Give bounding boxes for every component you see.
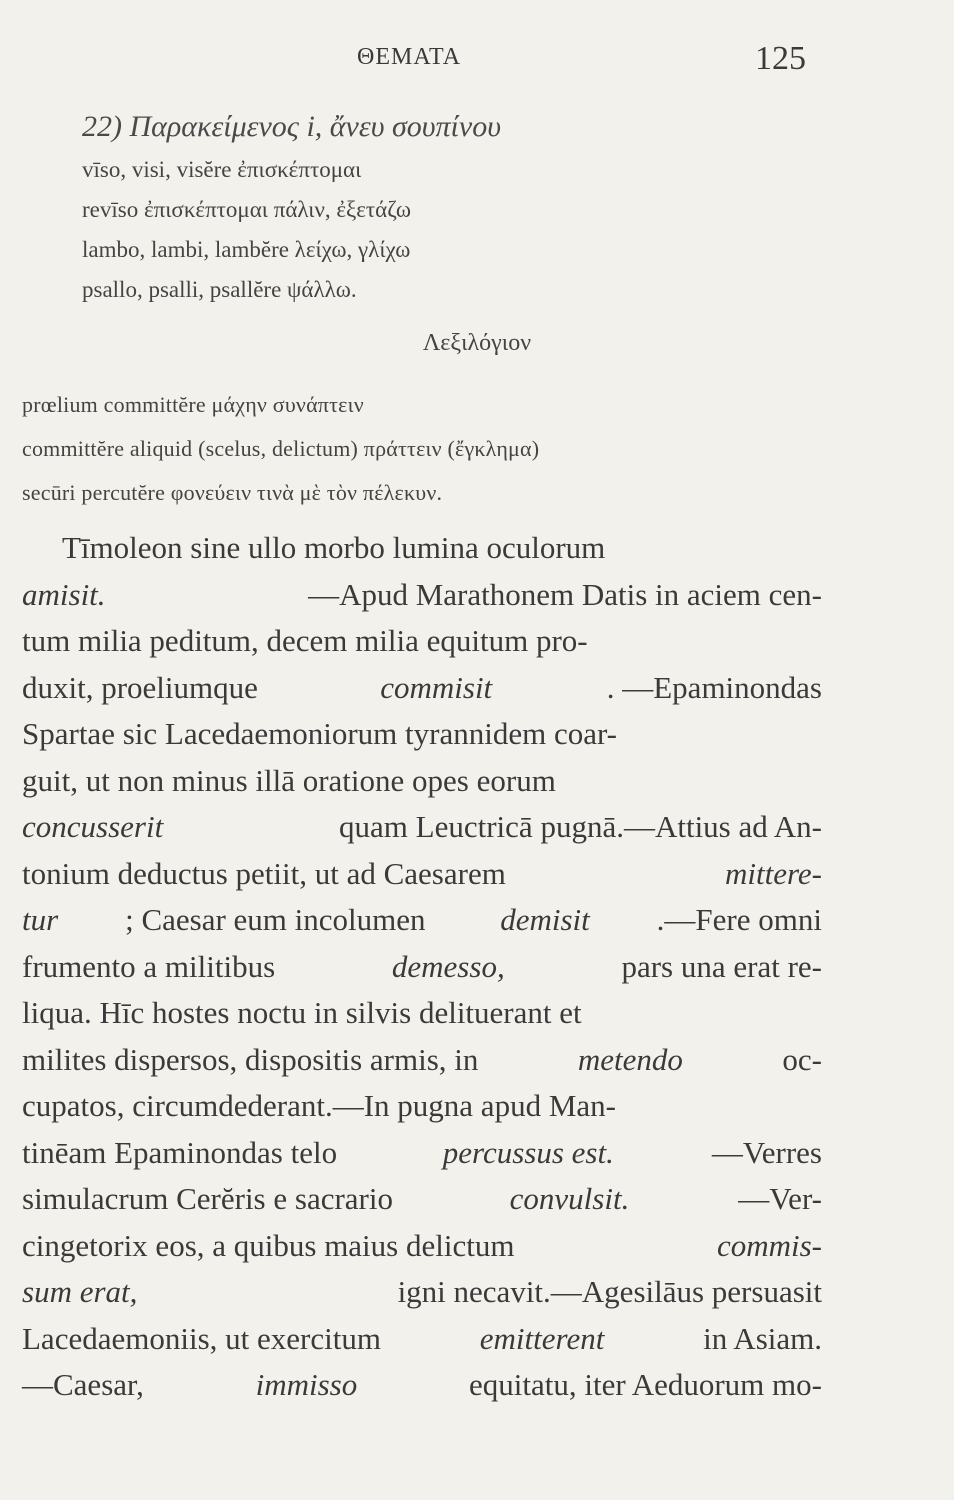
text-fragment: cupatos, circumdederant.—In pugna apud Man- [22,1088,616,1123]
text-line [22,897,822,944]
text-fragment: immisso [255,1367,358,1402]
text-fragment: tonium deductus petiit, ut ad Caesarem [22,855,514,891]
text-line [22,1362,822,1409]
running-title: ΘΕΜΑΤΑ [357,44,462,70]
vocab-line: vīso, visi, visĕre ἐπισκέπτομαι [82,157,362,182]
lexicon-line: committĕre aliquid (scelus, delictum) πράττειν (ἔγκλημα) [22,436,540,461]
text-line [22,1083,822,1130]
text-fragment: concusserit [22,809,164,844]
text-fragment: commisit [380,669,493,705]
text-fragment: —Caesar, [22,1367,152,1402]
vocab-line: revīso ἐπισκέπτομαι πάλιν, ἐξετάζω [82,197,412,222]
text-fragment: pars una erat re- [613,948,822,984]
text-fragment: .—Fere omni [656,902,822,937]
text-fragment: quam Leuctricā pugnā.—Attius ad An- [331,809,822,844]
page-number: 125 [755,40,806,77]
text-fragment: guit, ut non minus illā oratione opes eorum [22,762,556,798]
text-fragment: demesso, [391,948,505,984]
text-line [22,851,822,898]
text-fragment: emitterent [479,1320,605,1356]
text-line [22,1223,822,1270]
text-line [22,1176,822,1223]
text-fragment: commis- [716,1227,822,1263]
text-line [22,804,822,851]
lexicon-line: prœlium committĕre μάχην συνάπτειν [22,392,364,417]
text-fragment: equitatu, iter Aeduorum mo- [461,1367,822,1402]
text-line [22,665,822,712]
text-line [22,1316,822,1363]
text-fragment: tur [22,902,59,937]
text-fragment: . —Epaminondas [606,669,822,705]
page-header [0,40,954,80]
text-fragment: oc- [774,1041,822,1077]
text-line [22,1269,822,1316]
text-line [22,525,822,572]
lexicon-list [22,383,842,515]
text-fragment: demisit [500,902,590,937]
text-line [22,618,822,665]
text-line [22,1037,822,1084]
text-fragment: liqua. Hīc hostes noctu in silvis delituerant et [22,995,582,1030]
text-fragment: ; Caesar eum incolumen [125,902,434,937]
text-fragment: milites dispersos, dispositis armis, in [22,1041,487,1077]
text-fragment: —Verres [711,1134,822,1170]
lexicon-line: secūri percutĕre φονεύειν τινὰ μὲ τὸν πέλεκυν. [22,480,443,505]
text-fragment: Tīmoleon sine ullo morbo lumina oculorum [62,530,606,565]
vocab-line: lambo, lambi, lambĕre λείχω, γλίχω [82,237,411,262]
text-fragment: percussus est. [442,1134,614,1170]
text-fragment: cingetorix eos, a quibus maius delictum [22,1227,523,1263]
text-fragment: sum erat, [22,1274,138,1309]
exercise-text [22,525,822,1409]
text-fragment: in Asiam. [695,1320,822,1356]
text-fragment: —Ver- [738,1181,822,1216]
text-line [22,758,822,805]
text-fragment: Spartae sic Lacedaemoniorum tyrannidem coar- [22,716,618,751]
text-line [22,990,822,1037]
section-heading: 22) Παρακείμενος i, ἄνευ σουπίνου [82,110,501,143]
vocabulary-section [82,110,842,310]
text-line [22,711,822,758]
text-fragment: tinēam Epaminondas telo [22,1134,345,1170]
text-fragment: —Apud Marathonem Datis in aciem cen- [308,576,822,612]
text-fragment: igni necavit.—Agesilāus persuasit [389,1274,822,1309]
text-line [22,944,822,991]
text-fragment: metendo [577,1041,683,1077]
text-line [22,572,822,619]
text-fragment: tum milia peditum, decem milia equitum pro- [22,623,588,658]
text-fragment: frumento a militibus [22,948,283,984]
text-fragment: duxit, proeliumque [22,669,266,705]
text-fragment: Lacedaemoniis, ut exercitum [22,1320,389,1356]
text-fragment: simulacrum Cerĕris e sacrario [22,1181,401,1216]
text-line [22,1130,822,1177]
lexicon-title: Λεξιλόγιον [422,330,532,356]
text-fragment: convulsit. [509,1181,630,1216]
vocab-line: psallo, psalli, psallĕre ψάλλω. [82,277,357,302]
text-fragment: amisit. [22,576,106,612]
text-fragment: mittere- [725,855,822,891]
